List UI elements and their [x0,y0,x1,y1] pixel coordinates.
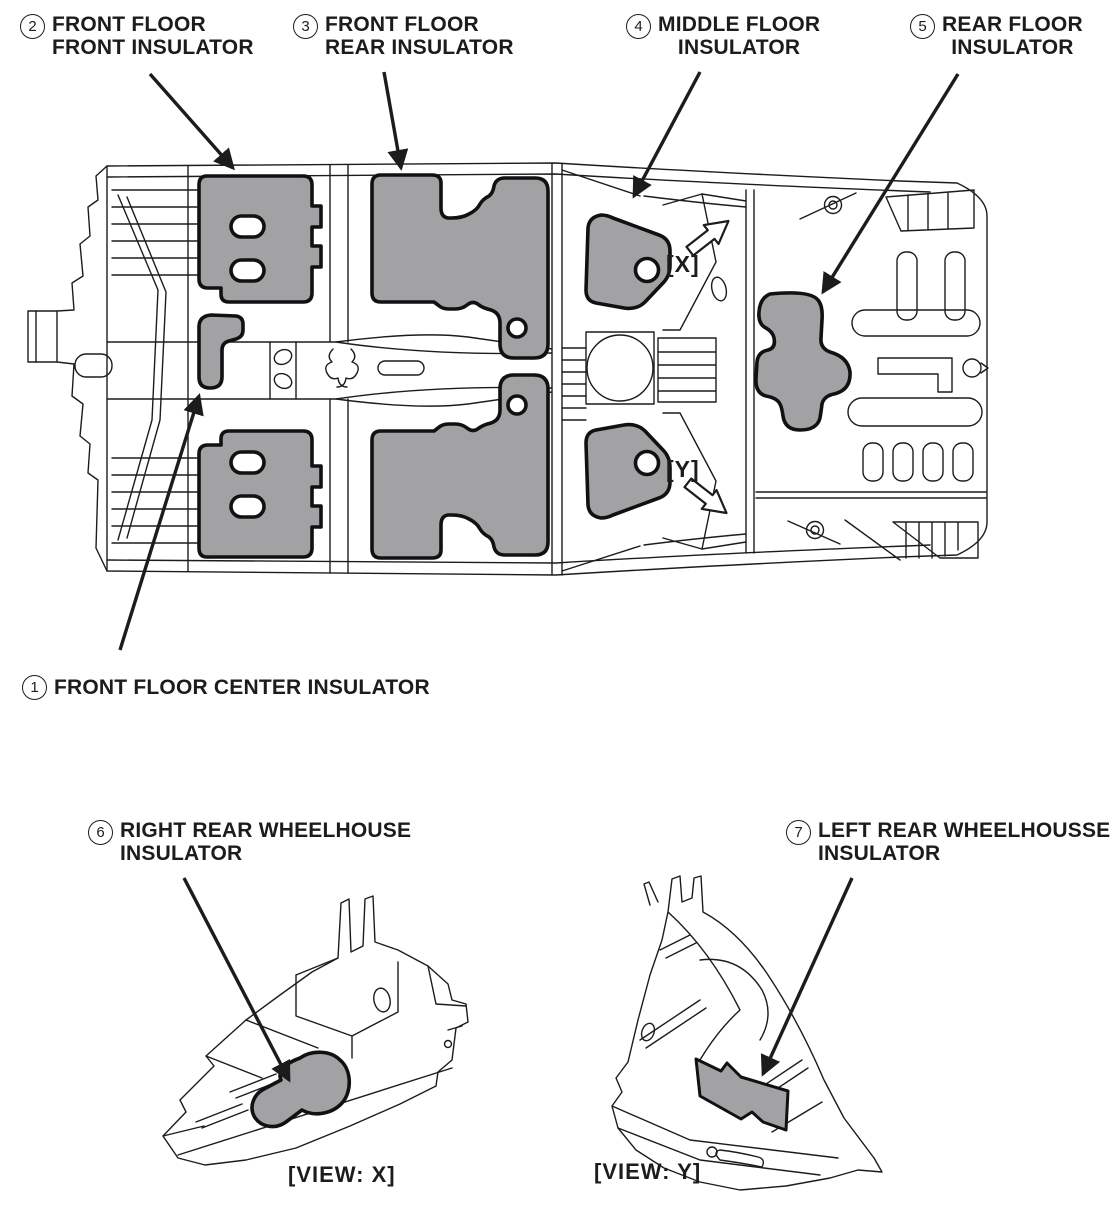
callout-label-line: MIDDLE FLOOR [658,13,821,36]
callout-label-line: INSULATOR [677,36,801,59]
arrow-front-floor-rear [384,72,401,168]
callout-right-rear-wheelhouse-insulator [88,819,411,865]
callout-label-line: INSULATOR [818,842,941,865]
view-x-caption: [VIEW: X] [288,1162,396,1187]
callout-label-line: REAR INSULATOR [325,36,514,59]
callout-rear-floor-insulator [910,13,1083,59]
callout-label-line: FRONT FLOOR [325,13,479,36]
arrow-front-floor-front [150,74,233,168]
front-floor-rear-insulator [372,175,548,358]
arrow-right-wheelhouse [184,878,289,1080]
callout-label-line: INSULATOR [120,842,243,865]
front-floor-front-insulator [199,176,321,302]
rear-floor-insulator [756,293,850,430]
view-y-wheelhouse-drawing [612,876,882,1190]
inline-label-x: [X] [666,251,700,277]
callout-front-floor-front-insulator [20,13,254,59]
callout-label-line: FRONT FLOOR CENTER INSULATOR [54,675,430,699]
callout-left-rear-wheelhouse-insulator [786,819,1110,865]
callout-number-1: 1 [22,675,47,700]
inline-label-y: [Y] [666,456,700,482]
callout-label-line: FRONT FLOOR [52,13,206,36]
callout-label-line: LEFT REAR WHEELHOUSSE [818,819,1111,842]
callout-front-floor-rear-insulator [293,13,514,59]
callout-label-line: FRONT INSULATOR [52,36,254,59]
callout-number-4: 4 [626,14,651,39]
front-floor-center-insulator [199,315,243,388]
callout-number-5: 5 [910,14,935,39]
left-rear-wheelhouse-insulator-patch [696,1059,788,1130]
callout-number-7: 7 [786,820,811,845]
callout-label-line: RIGHT REAR WHEELHOUSE [120,819,412,842]
callout-middle-floor-insulator [626,13,820,59]
callout-label-line: INSULATOR [951,36,1074,59]
arrow-middle-floor [634,72,700,196]
callout-number-2: 2 [20,14,45,39]
callout-number-6: 6 [88,820,113,845]
view-y-caption: [VIEW: Y] [594,1159,702,1184]
middle-floor-insulator [586,215,670,308]
callout-number-3: 3 [293,14,318,39]
callout-label-line: REAR FLOOR [942,13,1083,36]
view-x-wheelhouse-drawing [163,896,468,1165]
callout-front-floor-center-insulator [22,674,430,700]
